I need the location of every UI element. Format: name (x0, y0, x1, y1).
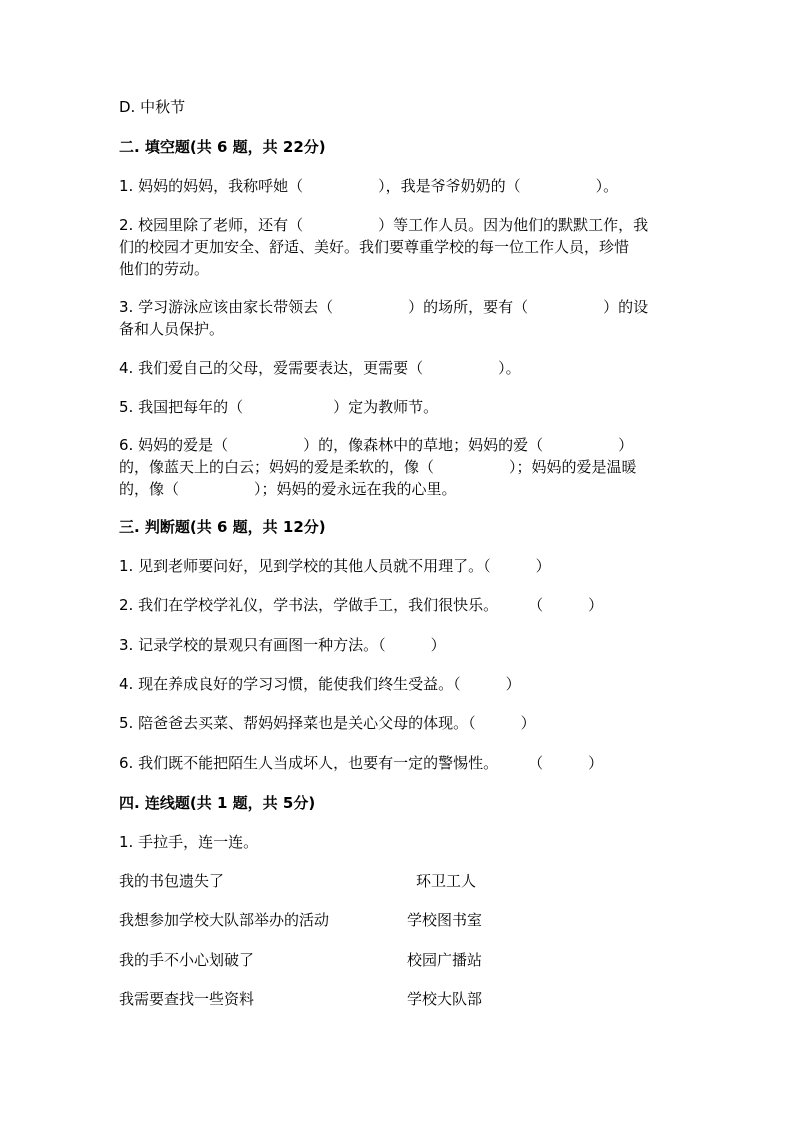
match-left-item: 我需要查找一些资料 (119, 990, 255, 1008)
match-right-item: 学校大队部 (407, 990, 483, 1008)
judge-q3: 3. 记录学校的景观只有画图一种方法。（ ） (119, 636, 446, 654)
fill-q2-line2: 们的校园才更加安全、舒适、美好。我们要尊重学校的每一位工作人员，珍惜 (119, 238, 630, 256)
section-2-heading: 二. 填空题(共 6 题，共 22分) (119, 138, 326, 156)
fill-q4: 4. 我们爱自己的父母，爱需要表达，更需要（ ）。 (119, 359, 521, 377)
judge-q1: 1. 见到老师要问好，见到学校的其他人员就不用理了。（ ） (119, 557, 551, 575)
match-left-item: 我的书包遗失了 (119, 872, 225, 890)
section-3-heading: 三. 判断题(共 6 题，共 12分) (119, 518, 326, 536)
match-right-item: 校园广播站 (407, 951, 483, 969)
judge-q4: 4. 现在养成良好的学习习惯，能使我们终生受益。（ ） (119, 675, 521, 693)
option-d: D. 中秋节 (119, 98, 186, 116)
match-left-item: 我想参加学校大队部举办的活动 (119, 911, 330, 929)
judge-q2: 2. 我们在学校学礼仪，学书法，学做手工，我们很快乐。 （ ） (119, 596, 604, 614)
fill-q6-line1: 6. 妈妈的爱是（ ）的，像森林中的草地；妈妈的爱（ ） (119, 436, 634, 454)
fill-q6-line2: 的，像蓝天上的白云；妈妈的爱是柔软的，像（ ）；妈妈的爱是温暖 (119, 458, 637, 476)
fill-q6-line3: 的，像（ ）；妈妈的爱永远在我的心里。 (119, 480, 457, 498)
match-right-item: 学校图书室 (407, 911, 483, 929)
fill-q1: 1. 妈妈的妈妈，我称呼她（ ），我是爷爷奶奶的（ ）。 (119, 177, 619, 195)
fill-q5: 5. 我国把每年的（ ）定为教师节。 (119, 398, 439, 416)
judge-q6: 6. 我们既不能把陌生人当成坏人，也要有一定的警惕性。 （ ） (119, 754, 604, 772)
section-4-heading: 四. 连线题(共 1 题，共 5分) (119, 794, 316, 812)
judge-q5: 5. 陪爸爸去买菜、帮妈妈择菜也是关心父母的体现。（ ） (119, 714, 536, 732)
match-right-item: 环卫工人 (416, 872, 477, 890)
fill-q2-line3: 他们的劳动。 (119, 260, 210, 278)
fill-q3-line1: 3. 学习游泳应该由家长带领去（ ）的场所，要有（ ）的设 (119, 298, 649, 316)
fill-q2-line1: 2. 校园里除了老师，还有（ ）等工作人员。因为他们的默默工作，我 (119, 216, 649, 234)
fill-q3-line2: 备和人员保护。 (119, 320, 225, 338)
match-q1: 1. 手拉手，连一连。 (119, 833, 259, 851)
match-left-item: 我的手不小心划破了 (119, 951, 255, 969)
